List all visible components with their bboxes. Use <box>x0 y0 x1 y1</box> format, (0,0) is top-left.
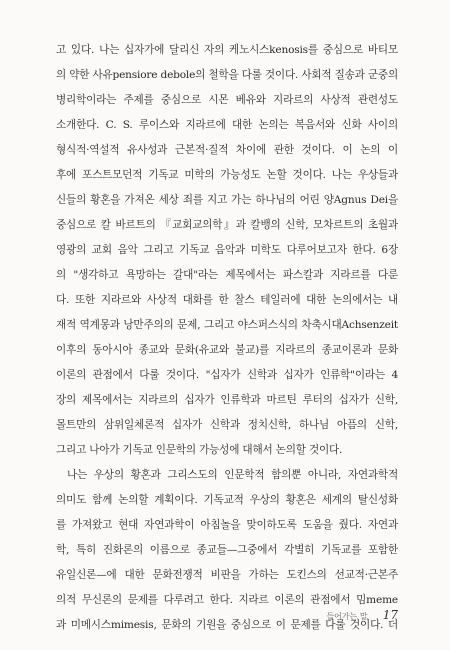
text-line: 나는 우상의 황혼과 그리스도의 인문학적 함의뿐 아니라, 자연과학적 <box>67 469 398 481</box>
text-line: 의미도 함께 논의할 계획이다. 기독교적 우상의 황혼은 세계의 탈신성화 <box>56 494 398 506</box>
text-line: 를 가져왔고 현대 자연과학이 아침놀을 맞이하도록 도움을 줬다. 자연과 <box>56 519 398 531</box>
text-line: 과 미메시스mimesis, 문화의 기원을 중심으로 이 문제를 다룰 것이다. 더 <box>56 619 398 631</box>
text-line: 그리고 나아가 기독교 인문학의 가능성에 대해서 논의할 것이다. <box>56 444 343 456</box>
page-number: 17 <box>382 608 398 622</box>
text-line: 의 "생각하고 욕망하는 갈대"라는 제목에서는 파스칼과 지라르를 다룬 <box>56 269 398 281</box>
text-line: 영광의 교회 음악 그리고 기독교 음악과 미학도 다루어보고자 한다. 6장 <box>56 244 398 256</box>
text-line: 후에 포스트모던적 기독교 미학의 가능성도 논할 것이다. 나는 우상들과 <box>56 169 398 181</box>
text-line: 병리학이라는 주제를 중심으로 시몬 베유와 지라르의 사상적 관련성도 <box>56 94 398 106</box>
text-line: 재적 역계몽과 낭만주의의 문제, 그리고 야스퍼스식의 차축시대Achsenzeit <box>56 319 398 331</box>
text-line: 의적 무신론의 문제를 다루려고 한다. 지라르 이론의 관점에서 밈meme <box>56 594 398 606</box>
text-line: 유일신론—에 대한 문화전쟁적 비판을 가하는 도킨스의 선교적·근본주 <box>56 569 398 581</box>
text-line: 이후의 동아시아 종교와 문화(유교와 불교)를 지라르의 종교이론과 문화 <box>56 344 398 356</box>
text-line: 소개한다. C. S. 루이스와 지라르에 대한 논의는 복음서와 신화 사이의 <box>56 119 398 131</box>
page-footer <box>0 604 398 623</box>
text-line: 의 약한 사유pensiore debole의 철학을 다룰 것이다. 사회적 질송과 군중의 <box>56 69 398 81</box>
text-line: 중심으로 칼 바르트의 『교회교의학』과 칼뱅의 신학, 모차르트의 초월과 <box>56 219 398 231</box>
text-line: 형식적·역설적 유사성과 근본적·질적 차이에 관한 것이다. 이 논의 이 <box>56 144 398 156</box>
text-line: 장의 제목에서는 지라르의 십자가 인류학과 마르틴 루터의 십자가 신학, <box>56 394 398 406</box>
text-line: 이론의 관점에서 다룰 것이다. "십자가 신학과 십자가 인류학"이라는 4 <box>56 369 398 381</box>
text-line: 신들의 황혼을 가져온 세상 죄를 지고 가는 하나님의 어린 양Agnus Dei을 <box>56 194 398 206</box>
running-footer-title: 들어가는 말 <box>326 612 368 621</box>
text-line: 고 있다. 나는 십자가에 달리신 자의 케노시스kenosis를 중심으로 바티모 <box>56 44 398 56</box>
text-line: 학, 특히 진화론의 이름으로 종교들—그중에서 각별히 기독교를 포함한 <box>56 544 398 556</box>
text-line: 몰트만의 삼위일체론적 십자가 신학과 정치신학, 하나님 아픔의 신학, <box>56 419 398 431</box>
body-text <box>56 38 398 638</box>
text-line: 다. 또한 지라르와 사상적 대화를 한 찰스 테일러에 대한 논의에서는 내 <box>56 294 398 306</box>
